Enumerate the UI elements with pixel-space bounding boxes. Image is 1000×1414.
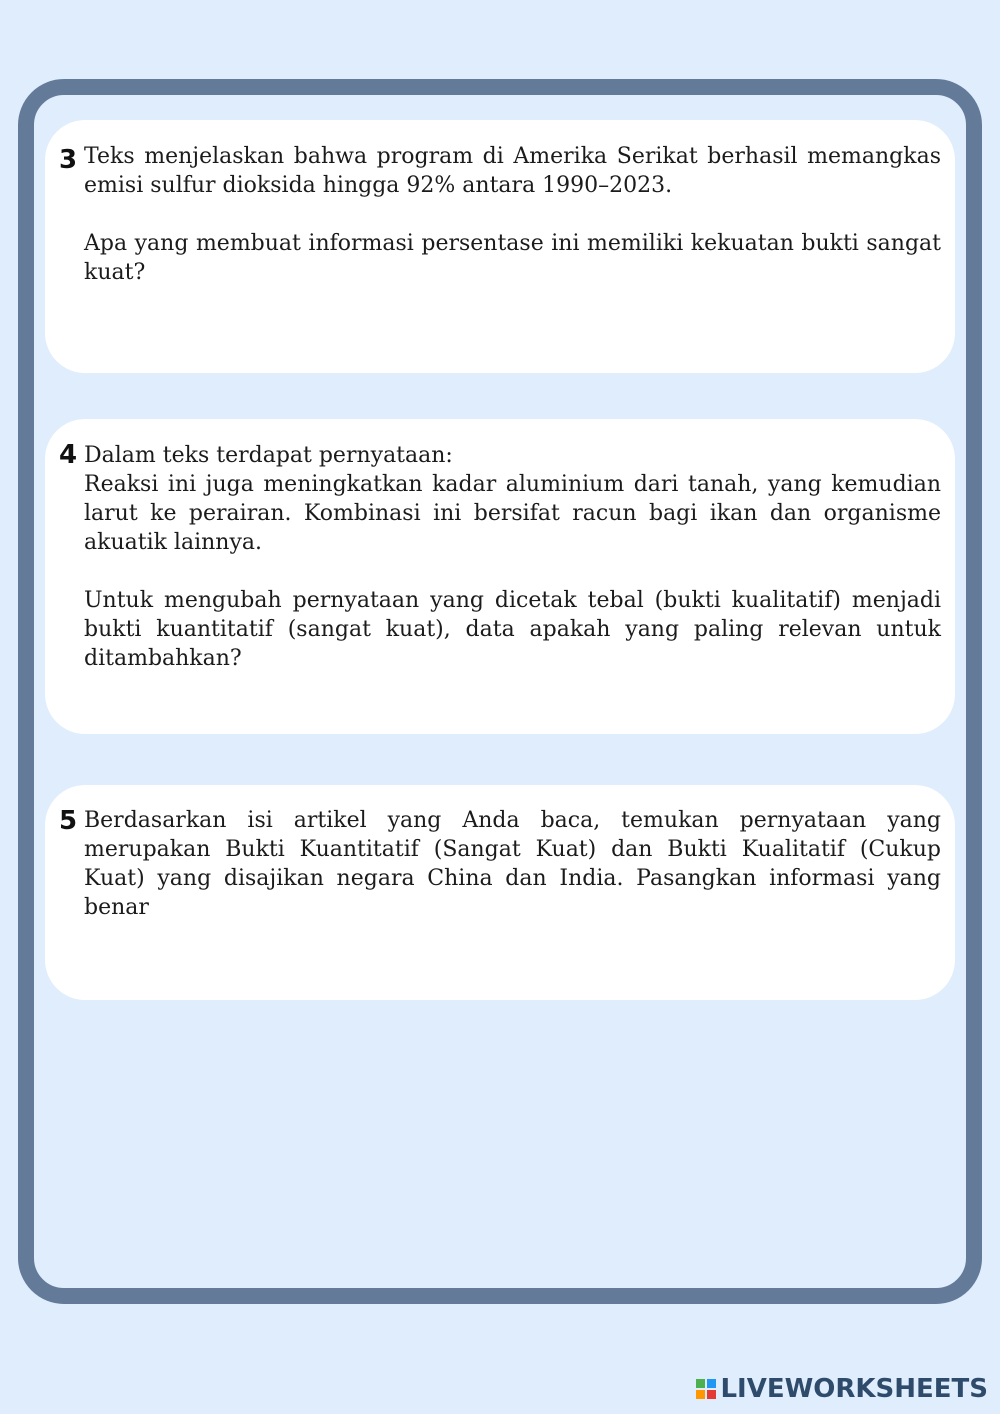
question-card-5 xyxy=(45,785,955,1000)
logo-square-1 xyxy=(696,1379,705,1388)
question-text-4 xyxy=(84,441,941,673)
question-number-5: 5 xyxy=(59,806,78,836)
question-5-statement: Berdasarkan isi artikel yang Anda baca, temukan pernyataan yang merupakan Bukti Kuantitatif (Sangat Kuat) dan Bukti Kualitatif (Cukup Kuat) yang disajikan negara China dan India. Pasangkan informasi yang benar xyxy=(84,808,941,920)
question-4-prompt: Untuk mengubah pernyataan yang dicetak tebal (bukti kualitatif) menjadi bukti kuantitatif (sangat kuat), data apakah yang paling relevan untuk ditambahkan? xyxy=(84,588,941,671)
question-number-4: 4 xyxy=(59,440,78,470)
question-3-statement: Teks menjelaskan bahwa program di Amerika Serikat berhasil memangkas emisi sulfur dioksida hingga 92% antara 1990–2023. xyxy=(84,144,941,198)
liveworksheets-wordmark: LIVEWORKSHEETS xyxy=(720,1374,988,1404)
liveworksheets-logo xyxy=(696,1374,988,1404)
question-text-3 xyxy=(84,142,941,287)
question-number-3: 3 xyxy=(59,145,78,175)
question-text-5 xyxy=(84,806,941,922)
question-card-3 xyxy=(45,120,955,373)
logo-square-2 xyxy=(707,1379,716,1388)
question-3-prompt: Apa yang membuat informasi persentase ini memiliki kekuatan bukti sangat kuat? xyxy=(84,231,941,285)
question-4-quote: Reaksi ini juga meningkatkan kadar aluminium dari tanah, yang kemudian larut ke perairan. Kombinasi ini bersifat racun bagi ikan dan organisme akuatik lainnya. xyxy=(84,472,941,555)
logo-square-3 xyxy=(696,1390,705,1399)
question-4-intro: Dalam teks terdapat pernyataan: xyxy=(84,443,453,468)
logo-square-4 xyxy=(707,1390,716,1399)
question-card-4 xyxy=(45,419,955,734)
liveworksheets-logo-icon xyxy=(696,1379,716,1399)
